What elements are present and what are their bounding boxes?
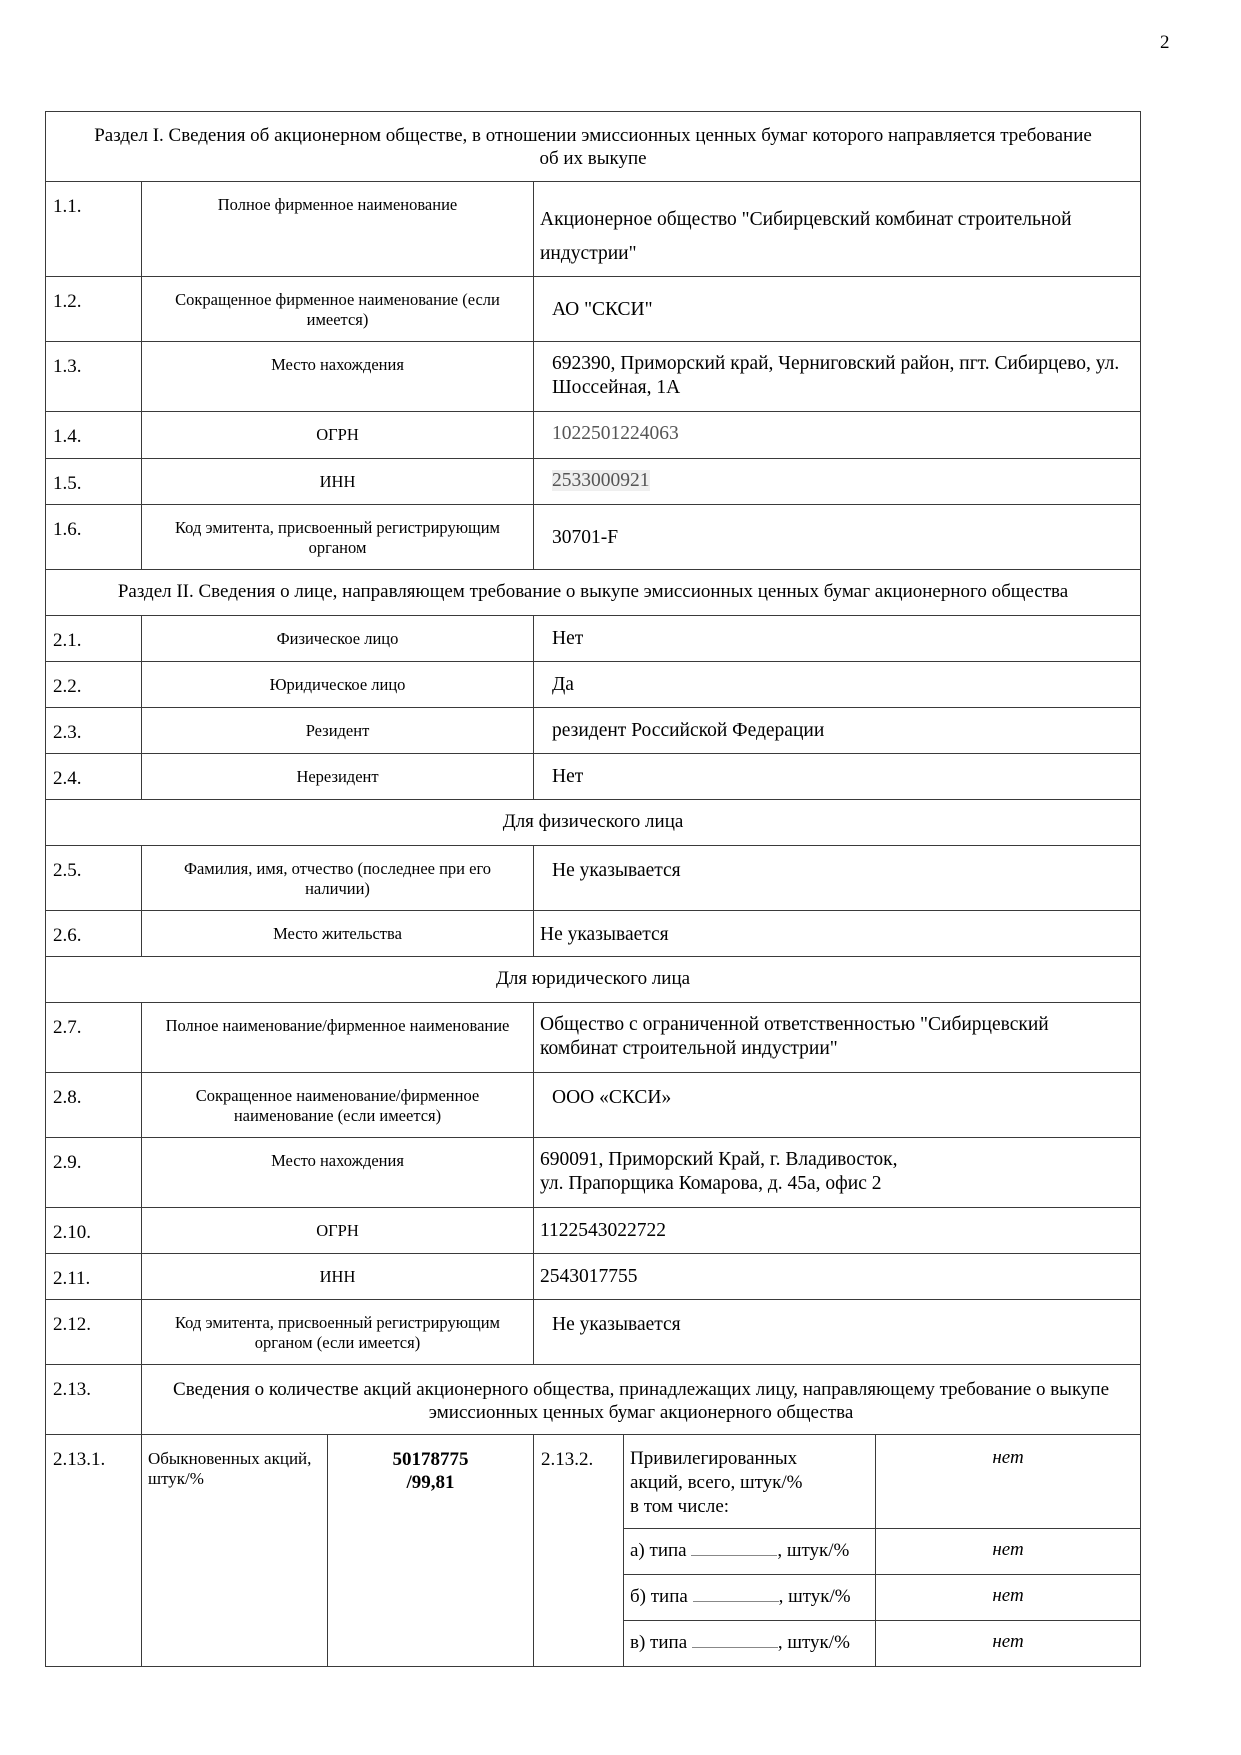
row-label: Юридическое лицо xyxy=(142,662,534,708)
row-label: Место нахождения xyxy=(142,1138,534,1208)
share-type-label xyxy=(624,1529,876,1575)
table-row xyxy=(46,1300,1141,1365)
row-label: Место нахождения xyxy=(142,342,534,412)
ordinary-shares-number: 2.13.1. xyxy=(46,1435,142,1667)
table-row xyxy=(46,1254,1141,1300)
holder-address xyxy=(534,1138,1141,1208)
share-type-suffix: , штук/% xyxy=(777,1632,850,1653)
share-type-label xyxy=(624,1621,876,1667)
issuer-code: 30701-F xyxy=(534,505,1141,570)
preferred-shares-label xyxy=(624,1435,876,1529)
table-row xyxy=(46,1138,1141,1208)
preferred-shares-label-line2: акций, всего, штук/% xyxy=(630,1472,803,1493)
row-number: 2.7. xyxy=(46,1003,142,1073)
row-number: 2.1. xyxy=(46,616,142,662)
row-value: Не указывается xyxy=(534,911,1141,957)
row-number: 1.1. xyxy=(46,182,142,277)
preferred-shares-label-line3: в том числе: xyxy=(630,1496,730,1517)
row-number: 2.13. xyxy=(46,1365,142,1435)
row-value: Нет xyxy=(534,754,1141,800)
shares-title: Сведения о количестве акций акционерного общества, принадлежащих лицу, направляющему требование о выкупе эмиссионных ценных бумаг акционерного общества xyxy=(142,1365,1141,1435)
share-type-value: нет xyxy=(876,1621,1141,1667)
holder-inn: 2543017755 xyxy=(534,1254,1141,1300)
company-ogrn: 1022501224063 xyxy=(534,412,1141,459)
row-number: 1.3. xyxy=(46,342,142,412)
row-value: Нет xyxy=(534,616,1141,662)
ordinary-shares-value xyxy=(328,1435,534,1667)
company-address: 692390, Приморский край, Черниговский район, пгт. Сибирцево, ул. Шоссейная, 1А xyxy=(534,342,1141,412)
row-label: Код эмитента, присвоенный регистрирующим органом xyxy=(142,505,534,570)
holder-address-line1: 690091, Приморский Край, г. Владивосток, xyxy=(540,1149,898,1170)
row-label: ИНН xyxy=(142,1254,534,1300)
table-row xyxy=(46,277,1141,342)
holder-ogrn: 1122543022722 xyxy=(534,1208,1141,1254)
blank-line xyxy=(692,1631,778,1648)
row-number: 2.6. xyxy=(46,911,142,957)
row-label: Полное фирменное наименование xyxy=(142,182,534,277)
row-number: 2.4. xyxy=(46,754,142,800)
section-2-title: Раздел II. Сведения о лице, направляющем требование о выкупе эмиссионных ценных бумаг акционерного общества xyxy=(46,570,1141,616)
row-number: 2.12. xyxy=(46,1300,142,1365)
row-label: ИНН xyxy=(142,459,534,505)
individual-heading: Для физического лица xyxy=(46,800,1141,846)
share-type-prefix: в) типа xyxy=(630,1632,688,1653)
row-label: Сокращенное фирменное наименование (если имеется) xyxy=(142,277,534,342)
row-number: 1.2. xyxy=(46,277,142,342)
row-label: Резидент xyxy=(142,708,534,754)
share-type-value: нет xyxy=(876,1529,1141,1575)
row-label: Место жительства xyxy=(142,911,534,957)
holder-address-line2: ул. Прапорщика Комарова, д. 45а, офис 2 xyxy=(540,1173,882,1194)
holder-short-name: ООО «СКСИ» xyxy=(534,1073,1141,1138)
row-number: 2.10. xyxy=(46,1208,142,1254)
table-row xyxy=(46,1073,1141,1138)
blank-line xyxy=(693,1585,779,1602)
row-label: Фамилия, имя, отчество (последнее при его наличии) xyxy=(142,846,534,911)
table-row xyxy=(46,754,1141,800)
individual-heading-row xyxy=(46,800,1141,846)
ordinary-shares-count: 50178775 xyxy=(392,1449,469,1470)
table-row xyxy=(46,182,1141,277)
row-number: 2.5. xyxy=(46,846,142,911)
table-row xyxy=(46,412,1141,459)
blank-line xyxy=(691,1539,777,1556)
row-value: Не указывается xyxy=(534,846,1141,911)
section-2-header-row xyxy=(46,570,1141,616)
table-row xyxy=(46,1003,1141,1073)
row-label: ОГРН xyxy=(142,1208,534,1254)
table-row xyxy=(46,616,1141,662)
row-number: 2.2. xyxy=(46,662,142,708)
row-number: 2.9. xyxy=(46,1138,142,1208)
section-1-header-row xyxy=(46,112,1141,182)
table-row xyxy=(46,1208,1141,1254)
share-type-prefix: а) типа xyxy=(630,1540,687,1561)
company-full-name: Акционерное общество "Сибирцевский комбинат строительной индустрии" xyxy=(534,182,1141,277)
table-row xyxy=(46,342,1141,412)
holder-full-name: Общество с ограниченной ответственностью "Сибирцевский комбинат строительной индустрии" xyxy=(534,1003,1141,1073)
row-number: 1.5. xyxy=(46,459,142,505)
ordinary-shares-percent: /99,81 xyxy=(406,1472,455,1493)
shares-header-row xyxy=(46,1365,1141,1435)
row-number: 2.3. xyxy=(46,708,142,754)
preferred-shares-value: нет xyxy=(876,1435,1141,1529)
row-number: 1.4. xyxy=(46,412,142,459)
row-label: Полное наименование/фирменное наименование xyxy=(142,1003,534,1073)
row-label: Физическое лицо xyxy=(142,616,534,662)
row-label: Код эмитента, присвоенный регистрирующим органом (если имеется) xyxy=(142,1300,534,1365)
requirement-form-table xyxy=(45,111,1141,1667)
table-row xyxy=(46,708,1141,754)
share-type-prefix: б) типа xyxy=(630,1586,688,1607)
section-1-title: Раздел I. Сведения об акционерном обществе, в отношении эмиссионных ценных бумаг которого направляется требование об их выкупе xyxy=(46,112,1141,182)
ordinary-shares-label: Обыкновенных акций, штук/% xyxy=(142,1435,328,1667)
row-label: ОГРН xyxy=(142,412,534,459)
row-label: Нерезидент xyxy=(142,754,534,800)
row-number: 2.11. xyxy=(46,1254,142,1300)
preferred-shares-number: 2.13.2. xyxy=(534,1435,624,1667)
holder-issuer-code: Не указывается xyxy=(534,1300,1141,1365)
share-type-label xyxy=(624,1575,876,1621)
table-row xyxy=(46,505,1141,570)
table-row xyxy=(46,459,1141,505)
table-row xyxy=(46,911,1141,957)
table-row xyxy=(46,662,1141,708)
row-label: Сокращенное наименование/фирменное наименование (если имеется) xyxy=(142,1073,534,1138)
legal-heading: Для юридического лица xyxy=(46,957,1141,1003)
share-type-value: нет xyxy=(876,1575,1141,1621)
row-value: Да xyxy=(534,662,1141,708)
row-number: 1.6. xyxy=(46,505,142,570)
table-row xyxy=(46,846,1141,911)
legal-heading-row xyxy=(46,957,1141,1003)
preferred-shares-label-line1: Привилегированных xyxy=(630,1448,798,1469)
shares-row xyxy=(46,1435,1141,1529)
page-number: 2 xyxy=(1160,32,1170,53)
row-value: резидент Российской Федерации xyxy=(534,708,1141,754)
company-inn: 2533000921 xyxy=(552,470,650,491)
company-short-name: АО "СКСИ" xyxy=(534,277,1141,342)
share-type-suffix: , штук/% xyxy=(778,1586,851,1607)
row-number: 2.8. xyxy=(46,1073,142,1138)
share-type-suffix: , штук/% xyxy=(777,1540,850,1561)
